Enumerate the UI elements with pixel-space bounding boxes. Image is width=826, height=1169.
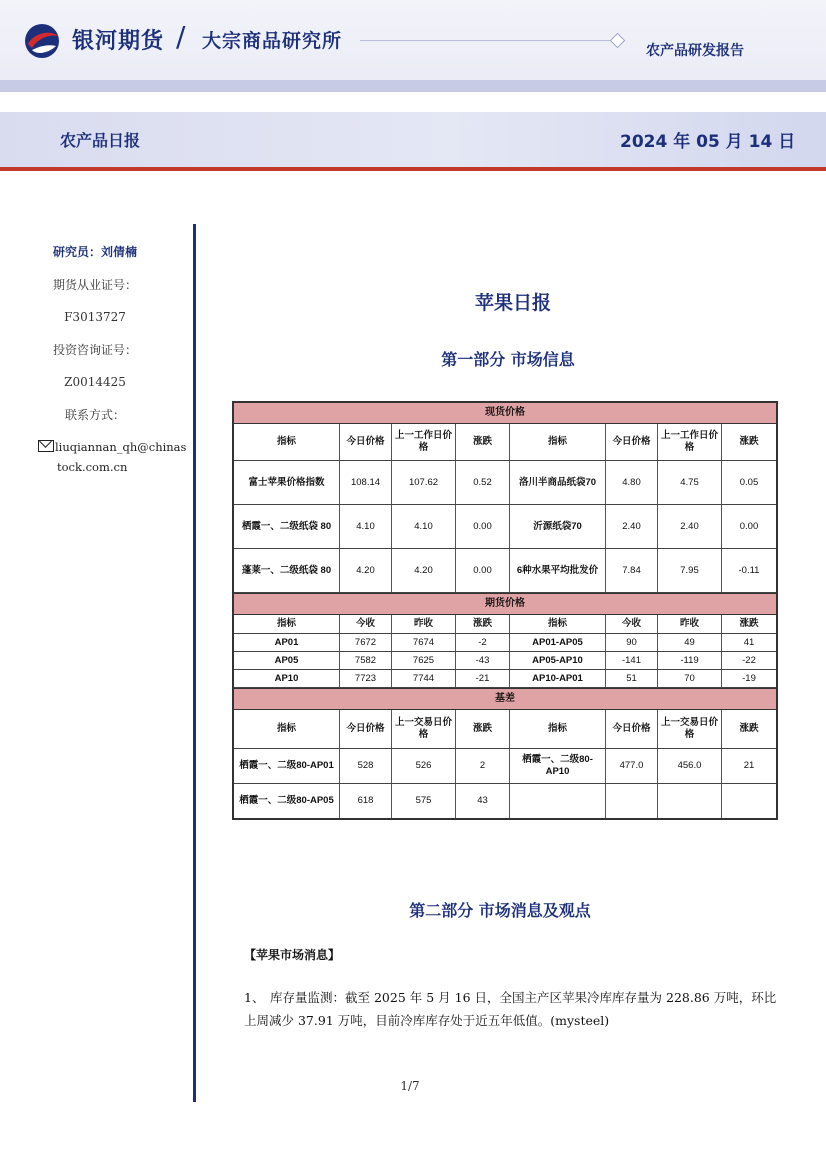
table-cell: 6种水果平均批发价 [510,549,606,592]
list-item-text: 库存量监测：截至 2025 年 5 月 16 日，全国主产区苹果冷库库存量为 228.86 万吨，环比上周减少 37.91 万吨，目前冷库库存处于近五年低值。(mysteel) [244,990,777,1028]
table-cell: 4.10 [392,505,456,548]
table-cell: 富士苹果价格指数 [234,461,340,504]
header-cell: 指标 [234,424,340,460]
header-cell: 涨跌 [739,436,759,447]
header-cell: 指标 [510,424,606,460]
table-cell: 51 [606,670,658,687]
consult-number: Z0014425 [64,375,126,389]
table-row [234,749,776,784]
brand-name: 银河期货 [72,29,165,54]
table-cell: -22 [742,654,756,666]
header-cell: 今日价格 [340,424,392,460]
header-cell: 上一交易日价格 [392,710,456,748]
mail-icon [38,440,54,452]
table-cell: 栖霞一、二级80-AP10 [510,749,606,783]
table-row [234,549,776,593]
table-cell: 7582 [340,652,392,669]
list-item-number: 1、 [244,990,265,1005]
header-cell: 今日价格 [606,424,658,460]
analyst-sidebar [0,242,190,437]
table-cell: 107.62 [392,461,456,504]
table-row [234,634,776,652]
table-cell: -19 [742,672,756,684]
table-cell: 477.0 [606,749,658,783]
table-cell: 0.05 [739,476,759,488]
table-cell: 4.75 [658,461,722,504]
basis-section-label: 基差 [234,688,776,710]
table-row [234,784,776,818]
table-cell: 0.52 [456,461,510,504]
table-cell: 2.40 [658,505,722,548]
table-cell: 7744 [392,670,456,687]
table-cell: AP10 [234,670,340,687]
page-header [0,0,826,92]
table-cell [658,784,722,818]
table-cell: -0.11 [738,564,760,576]
table-cell: 7625 [392,652,456,669]
analyst-name: 研究员：刘倩楠 [52,245,137,259]
table-cell [722,784,776,818]
table-cell: 栖霞一、二级80-AP05 [234,784,340,818]
report-date: 2024 年 05 月 14 日 [620,132,796,152]
table-cell: AP05-AP10 [510,652,606,669]
table-cell: 7674 [392,634,456,651]
contact-label: 联系方式： [64,407,125,422]
header-cell: 昨收 [658,615,722,633]
news-list [244,986,784,1032]
table-cell: 49 [658,634,722,651]
list-item [244,986,784,1032]
header-cell: 今收 [606,615,658,633]
table-cell: -21 [456,670,510,687]
table-cell: -2 [456,634,510,651]
table-cell: -43 [456,652,510,669]
futures-section-label: 期货价格 [234,593,776,615]
header-cell: 指标 [234,615,340,633]
table-cell: 575 [392,784,456,818]
header-divider: / [176,20,186,53]
table-cell: AP01-AP05 [510,634,606,651]
table-cell: -119 [658,652,722,669]
header-cell: 今收 [340,615,392,633]
table-cell: 0.00 [456,505,510,548]
report-type: 农产品研发报告 [646,43,744,59]
news-heading: 【苹果市场消息】 [244,948,341,962]
market-table [232,401,778,820]
header-cell: 涨跌 [456,615,510,633]
header-cell: 上一交易日价格 [658,710,722,748]
diamond-icon [610,33,626,49]
table-cell [606,784,658,818]
header-cell: 今日价格 [606,710,658,748]
header-cell: 涨跌 [739,723,759,734]
table-cell: 7672 [340,634,392,651]
table-cell: 21 [743,760,755,771]
table-row [234,461,776,505]
table-cell: 2.40 [606,505,658,548]
table-cell: 618 [340,784,392,818]
table-cell: 108.14 [340,461,392,504]
spot-header-row [234,424,776,461]
futures-header-row [234,615,776,634]
table-cell: 2 [456,749,510,783]
consult-label: 投资咨询证号： [52,342,137,357]
table-cell: 栖霞一、二级纸袋 80 [234,505,340,548]
table-cell: 4.20 [340,549,392,592]
table-cell: 4.80 [606,461,658,504]
sidebar-divider [193,224,196,1102]
table-cell: AP05 [234,652,340,669]
table-cell: AP10-AP01 [510,670,606,687]
main-title: 苹果日报 [474,292,551,314]
license-label: 期货从业证号： [52,277,137,292]
table-cell: 沂源纸袋70 [510,505,606,548]
header-stripe [0,80,826,92]
spot-section-label: 现货价格 [234,403,776,424]
table-cell: 蓬莱一、二级纸袋 80 [234,549,340,592]
table-cell: 4.20 [392,549,456,592]
report-title: 农产品日报 [60,131,141,150]
table-cell [510,784,606,818]
page-number: 1/7 [400,1079,420,1093]
header-cell: 涨跌 [456,424,510,460]
table-cell: 90 [606,634,658,651]
table-cell: 41 [743,636,755,648]
header-cell: 上一工作日价格 [658,424,722,460]
table-cell: 栖霞一、二级80-AP01 [234,749,340,783]
table-cell: 0.00 [456,549,510,592]
header-cell: 涨跌 [456,710,510,748]
license-number: F3013727 [64,310,126,324]
title-band-rule [0,167,826,171]
table-cell: AP01 [234,634,340,651]
table-row [234,652,776,670]
header-cell: 昨收 [392,615,456,633]
header-cell: 涨跌 [739,618,759,629]
header-cell: 今日价格 [340,710,392,748]
part1-heading: 第一部分 市场信息 [441,350,575,369]
table-cell: 7.95 [658,549,722,592]
table-row [234,505,776,549]
header-cell: 指标 [234,710,340,748]
header-cell: 指标 [510,710,606,748]
table-cell: 4.10 [340,505,392,548]
table-cell: 43 [456,784,510,818]
part2-heading: 第二部分 市场消息及观点 [409,901,591,920]
header-deco-line [360,40,615,41]
table-cell: 456.0 [658,749,722,783]
header-cell: 上一工作日价格 [392,424,456,460]
table-cell: 528 [340,749,392,783]
table-cell: 7.84 [606,549,658,592]
institute-name: 大宗商品研究所 [202,30,343,52]
basis-header-row [234,710,776,749]
table-cell: -141 [606,652,658,669]
table-cell: 70 [658,670,722,687]
email-line-1: liuqiannan_qh@chinas [55,440,187,454]
table-row [234,670,776,688]
header-cell: 指标 [510,615,606,633]
table-cell: 7723 [340,670,392,687]
table-cell: 洛川半商品纸袋70 [510,461,606,504]
email-line-2: tock.com.cn [57,460,128,474]
table-cell: 526 [392,749,456,783]
contact-email[interactable] [38,437,188,477]
galaxy-logo-icon [22,22,62,60]
table-cell: 0.00 [739,520,759,532]
